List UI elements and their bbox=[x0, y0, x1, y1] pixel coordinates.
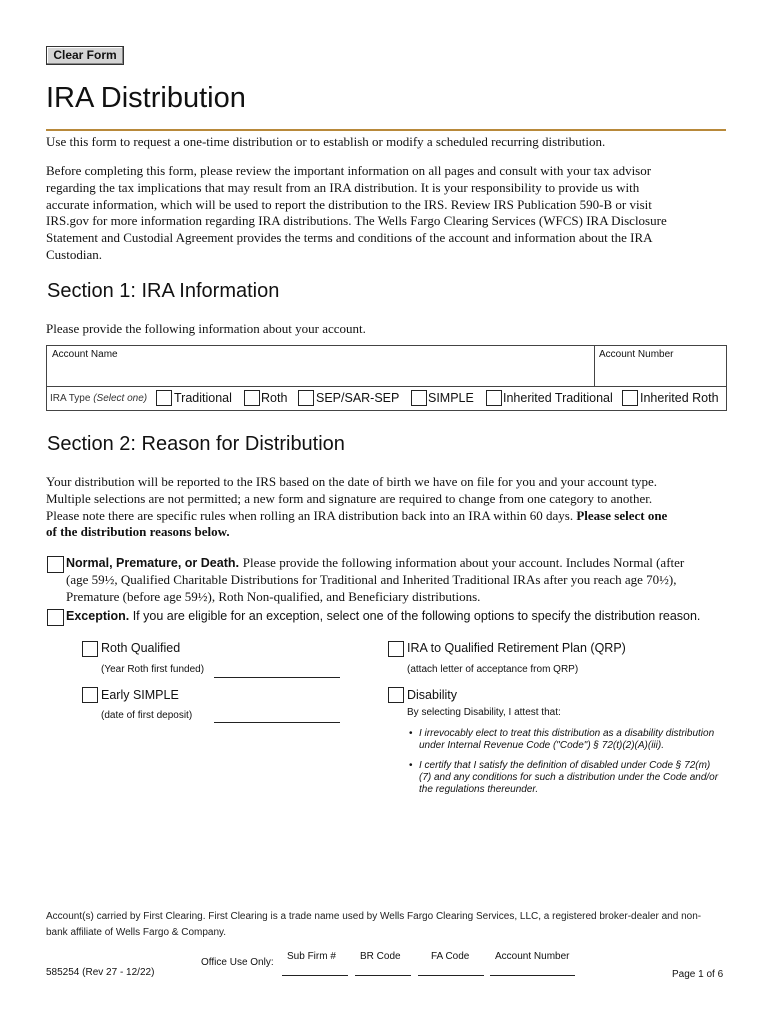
simple-checkbox[interactable] bbox=[411, 390, 427, 406]
footer-disclaimer bbox=[46, 909, 701, 941]
account-number-footer-input[interactable] bbox=[490, 975, 575, 976]
section1-prompt: Please provide the following information about your account. bbox=[46, 321, 366, 336]
exception-label: Exception bbox=[66, 609, 126, 623]
normal-premature-death-checkbox[interactable] bbox=[47, 556, 64, 573]
normal-line: Premature (before age 59½), Roth Non-qualified, and Beneficiary distributions. bbox=[66, 588, 481, 604]
bullet-dot-icon: • bbox=[409, 760, 413, 771]
inherited-traditional-checkbox[interactable] bbox=[486, 390, 502, 406]
early-simple-label: Early SIMPLE bbox=[101, 688, 179, 702]
disability-label: Disability bbox=[407, 688, 458, 702]
sub-firm-label: Sub Firm # bbox=[287, 951, 336, 962]
normal-line: (age 59½, Qualified Charitable Distributions for Traditional and Inherited Traditional IRAs after you reach age 70½), bbox=[66, 571, 677, 587]
exception-checkbox[interactable] bbox=[47, 609, 64, 626]
account-name-label: Account Name bbox=[52, 349, 118, 360]
normal-description bbox=[66, 555, 726, 605]
inherited-roth-label: Inherited Roth bbox=[640, 391, 719, 405]
table-divider bbox=[46, 386, 726, 387]
ira-to-qrp-label: IRA to Qualified Retirement Plan (QRP) bbox=[407, 641, 626, 655]
section2-intro bbox=[46, 474, 667, 541]
normal-text: Please provide the following information about your account. Includes Normal (after bbox=[242, 555, 685, 570]
roth-checkbox[interactable] bbox=[244, 390, 260, 406]
before-line: Custodian. bbox=[46, 246, 102, 262]
table-divider-vertical bbox=[594, 345, 595, 387]
roth-qualified-label: Roth Qualified bbox=[101, 641, 181, 655]
bullet-line: (7) and any conditions for such a distribution under the Code and/or bbox=[419, 772, 719, 783]
sub-firm-input[interactable] bbox=[282, 975, 348, 976]
br-code-label: BR Code bbox=[360, 951, 401, 962]
bullet-dot-icon: • bbox=[409, 728, 413, 739]
ira-to-qrp-checkbox[interactable] bbox=[388, 641, 404, 657]
section2-heading: Section 2: Reason for Distribution bbox=[47, 433, 345, 455]
bullet-line: under Internal Revenue Code ("Code") § 72(t)(2)(A)(iii). bbox=[419, 740, 664, 751]
br-code-input[interactable] bbox=[355, 975, 411, 976]
clear-form-button[interactable]: Clear Form bbox=[46, 46, 124, 65]
normal-line: Normal, Premature, or Death. Please provide the following information about your account. Includes Normal (after bbox=[66, 555, 685, 570]
exception-description: Exception. If you are eligible for an exception, select one of the following options to specify the distribution reason. bbox=[66, 609, 701, 623]
ira-type-hint: (Select one) bbox=[93, 393, 148, 404]
office-use-label: Office Use Only: bbox=[201, 957, 274, 968]
traditional-label: Traditional bbox=[174, 391, 232, 405]
simple-label: SIMPLE bbox=[428, 391, 474, 405]
disability-attest-label: By selecting Disability, I attest that: bbox=[407, 707, 561, 718]
bullet-line: the regulations thereunder. bbox=[419, 784, 539, 795]
select-one-emphasis: Please select one bbox=[576, 507, 668, 523]
section2-line: Multiple selections are not permitted; a new form and signature are required to change from one category to another. bbox=[46, 490, 653, 506]
before-paragraph bbox=[46, 163, 667, 264]
ira-type-label-text: IRA Type bbox=[50, 393, 91, 404]
exception-text: If you are eligible for an exception, select one of the following options to specify the distribution reason. bbox=[132, 609, 701, 623]
before-line: Before completing this form, please review the important information on all pages and consult with your tax advisor bbox=[46, 163, 652, 178]
early-simple-checkbox[interactable] bbox=[82, 687, 98, 703]
sep-sar-sep-checkbox[interactable] bbox=[298, 390, 314, 406]
bullet-line: I irrevocably elect to treat this distribution as a disability distribution bbox=[419, 728, 715, 739]
account-number-label: Account Number bbox=[599, 349, 674, 360]
first-deposit-input[interactable] bbox=[214, 722, 340, 723]
disability-bullets bbox=[407, 728, 718, 796]
account-name-input[interactable] bbox=[48, 362, 592, 384]
disclaimer-line: Account(s) carried by First Clearing. First Clearing is a trade name used by Wells Fargo Clearing Services, LLC, a registered broker-dealer and non- bbox=[46, 911, 702, 922]
before-line: IRS.gov for more information regarding IRA distributions. The Wells Fargo Clearing Services (WFCS) IRA Disclosure bbox=[46, 213, 667, 229]
first-deposit-label: (date of first deposit) bbox=[101, 710, 193, 721]
disclaimer-line: bank affiliate of Wells Fargo & Company. bbox=[46, 927, 227, 938]
disability-bullet bbox=[407, 760, 718, 796]
qrp-acceptance-note: (attach letter of acceptance from QRP) bbox=[407, 664, 579, 675]
form-id: 585254 (Rev 27 - 12/22) bbox=[46, 967, 155, 978]
traditional-checkbox[interactable] bbox=[156, 390, 172, 406]
roth-year-label: (Year Roth first funded) bbox=[101, 664, 205, 675]
page-title: IRA Distribution bbox=[46, 82, 246, 114]
before-line: Statement and Custodial Agreement provides the terms and conditions of the account and information about the IRA bbox=[46, 230, 653, 246]
title-divider bbox=[46, 129, 726, 131]
roth-qualified-checkbox[interactable] bbox=[82, 641, 98, 657]
before-line: accurate information, which will be used to report the distribution to the IRS. Review IRS Publication 590-B or visit bbox=[46, 196, 652, 212]
account-number-footer-label: Account Number bbox=[495, 951, 570, 962]
sep-sar-sep-label: SEP/SAR-SEP bbox=[316, 391, 400, 405]
roth-label: Roth bbox=[261, 391, 288, 405]
ira-type-label bbox=[50, 393, 147, 404]
account-number-input[interactable] bbox=[597, 362, 723, 384]
section2-line bbox=[46, 508, 667, 525]
section2-line-text: Please note there are specific rules when rolling an IRA distribution back into an IRA within 60 days. bbox=[46, 507, 574, 523]
page-number: Page 1 of 6 bbox=[672, 969, 724, 980]
intro-text: Use this form to request a one-time distribution or to establish or modify a scheduled recurring distribution. bbox=[46, 134, 606, 149]
section1-heading: Section 1: IRA Information bbox=[47, 280, 280, 302]
inherited-roth-checkbox[interactable] bbox=[622, 390, 638, 406]
disability-checkbox[interactable] bbox=[388, 687, 404, 703]
disability-bullet bbox=[407, 728, 718, 752]
section2-line: Your distribution will be reported to the IRS based on the date of birth we have on file for you and your account type. bbox=[46, 474, 657, 489]
before-line: regarding the tax implications that may result from an IRA distribution. It is your responsibility to provide us with bbox=[46, 179, 640, 195]
bullet-line: I certify that I satisfy the definition of disabled under Code § 72(m) bbox=[419, 760, 711, 771]
inherited-traditional-label: Inherited Traditional bbox=[503, 391, 613, 405]
roth-year-input[interactable] bbox=[214, 677, 340, 678]
fa-code-input[interactable] bbox=[418, 975, 484, 976]
section2-bold-line: of the distribution reasons below. bbox=[46, 524, 230, 540]
fa-code-label: FA Code bbox=[431, 951, 470, 962]
normal-label: Normal, Premature, or Death bbox=[66, 556, 236, 570]
